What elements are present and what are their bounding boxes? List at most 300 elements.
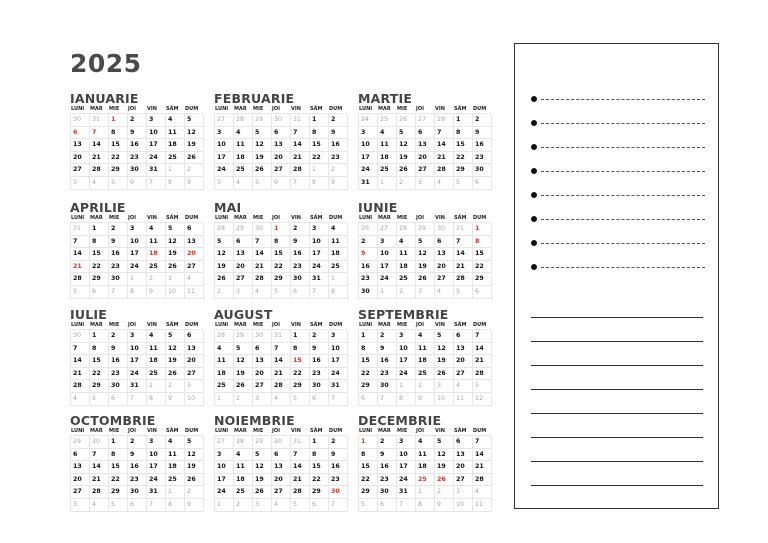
day-cell[interactable]: 26	[215, 273, 234, 286]
day-cell[interactable]: 4	[435, 286, 454, 299]
day-cell[interactable]: 5	[473, 380, 492, 393]
day-cell[interactable]: 22	[90, 261, 109, 274]
day-cell[interactable]: 15	[359, 355, 378, 368]
day-cell[interactable]: 4	[329, 223, 348, 236]
day-cell[interactable]: 28	[435, 164, 454, 177]
day-cell[interactable]: 5	[253, 127, 272, 140]
day-cell[interactable]: 7	[90, 127, 109, 140]
day-cell[interactable]: 30	[71, 330, 90, 343]
day-cell[interactable]: 2	[473, 114, 492, 127]
day-cell[interactable]: 6	[90, 286, 109, 299]
day-cell[interactable]: 5	[234, 343, 253, 356]
day-cell[interactable]: 3	[185, 380, 204, 393]
day-cell[interactable]: 30	[109, 380, 128, 393]
day-cell[interactable]: 15	[359, 461, 378, 474]
day-cell[interactable]: 5	[435, 436, 454, 449]
day-cell[interactable]: 22	[310, 152, 329, 165]
notes-panel[interactable]	[514, 43, 719, 509]
day-cell[interactable]: 29	[359, 486, 378, 499]
note-line[interactable]	[531, 317, 703, 318]
day-cell[interactable]: 8	[310, 449, 329, 462]
day-cell[interactable]: 13	[272, 139, 291, 152]
day-cell[interactable]: 24	[147, 152, 166, 165]
day-cell[interactable]: 10	[329, 343, 348, 356]
day-cell[interactable]: 23	[378, 474, 397, 487]
day-cell[interactable]: 27	[253, 380, 272, 393]
day-cell[interactable]: 3	[147, 114, 166, 127]
day-cell[interactable]: 2	[215, 286, 234, 299]
day-cell[interactable]: 13	[234, 248, 253, 261]
day-cell[interactable]: 31	[71, 223, 90, 236]
bullet-note-line[interactable]	[531, 192, 705, 200]
day-cell[interactable]: 23	[359, 273, 378, 286]
note-line[interactable]	[531, 413, 703, 414]
day-cell[interactable]: 7	[310, 286, 329, 299]
day-cell[interactable]: 28	[234, 436, 253, 449]
day-cell[interactable]: 23	[378, 368, 397, 381]
day-cell[interactable]: 7	[329, 393, 348, 406]
day-cell[interactable]: 9	[166, 393, 185, 406]
day-cell[interactable]: 19	[416, 261, 435, 274]
day-cell[interactable]: 10	[215, 461, 234, 474]
day-cell[interactable]: 28	[291, 164, 310, 177]
day-cell[interactable]: 12	[185, 449, 204, 462]
day-cell[interactable]: 5	[272, 286, 291, 299]
day-cell[interactable]: 5	[215, 236, 234, 249]
day-cell[interactable]: 27	[234, 273, 253, 286]
day-cell[interactable]: 30	[291, 273, 310, 286]
day-cell[interactable]: 9	[378, 343, 397, 356]
day-cell[interactable]: 22	[291, 368, 310, 381]
day-cell[interactable]: 25	[378, 164, 397, 177]
day-cell[interactable]: 1	[291, 330, 310, 343]
day-cell[interactable]: 18	[215, 368, 234, 381]
day-cell[interactable]: 28	[454, 273, 473, 286]
day-cell[interactable]: 11	[185, 286, 204, 299]
day-cell[interactable]: 9	[329, 449, 348, 462]
day-cell[interactable]: 3	[378, 236, 397, 249]
day-cell[interactable]: 21	[253, 261, 272, 274]
day-cell[interactable]: 19	[166, 355, 185, 368]
day-cell[interactable]: 26	[166, 261, 185, 274]
day-cell[interactable]: 2	[234, 393, 253, 406]
day-cell[interactable]: 8	[310, 127, 329, 140]
day-cell[interactable]: 7	[291, 127, 310, 140]
day-cell[interactable]: 22	[90, 368, 109, 381]
day-cell[interactable]: 10	[215, 139, 234, 152]
day-cell[interactable]: 2	[128, 114, 147, 127]
day-cell[interactable]: 19	[166, 248, 185, 261]
day-cell[interactable]: 30	[90, 436, 109, 449]
day-cell[interactable]: 11	[416, 343, 435, 356]
day-cell[interactable]: 28	[90, 486, 109, 499]
day-cell[interactable]: 13	[454, 449, 473, 462]
day-cell[interactable]: 15	[310, 461, 329, 474]
day-cell[interactable]: 1	[147, 380, 166, 393]
day-cell[interactable]: 23	[473, 152, 492, 165]
day-cell[interactable]: 26	[359, 223, 378, 236]
day-cell[interactable]: 23	[291, 261, 310, 274]
day-cell[interactable]: 8	[397, 393, 416, 406]
day-cell[interactable]: 14	[473, 449, 492, 462]
bullet-note-line[interactable]	[531, 96, 705, 104]
day-cell[interactable]: 8	[109, 449, 128, 462]
day-cell[interactable]: 22	[109, 474, 128, 487]
day-cell[interactable]: 2	[329, 114, 348, 127]
day-cell[interactable]: 17	[310, 248, 329, 261]
day-cell[interactable]: 20	[454, 461, 473, 474]
day-cell[interactable]: 16	[128, 139, 147, 152]
day-cell[interactable]: 14	[90, 139, 109, 152]
day-cell[interactable]: 31	[291, 114, 310, 127]
day-cell[interactable]: 9	[416, 393, 435, 406]
day-cell[interactable]: 1	[473, 223, 492, 236]
day-cell[interactable]: 20	[435, 261, 454, 274]
day-cell[interactable]: 30	[71, 114, 90, 127]
day-cell[interactable]: 13	[416, 139, 435, 152]
day-cell[interactable]: 24	[215, 486, 234, 499]
day-cell[interactable]: 1	[166, 486, 185, 499]
day-cell[interactable]: 29	[109, 164, 128, 177]
day-cell[interactable]: 4	[147, 223, 166, 236]
day-cell[interactable]: 6	[234, 236, 253, 249]
day-cell[interactable]: 20	[253, 368, 272, 381]
day-cell[interactable]: 28	[234, 114, 253, 127]
day-cell[interactable]: 19	[397, 152, 416, 165]
day-cell[interactable]: 25	[166, 474, 185, 487]
day-cell[interactable]: 24	[128, 368, 147, 381]
day-cell[interactable]: 14	[71, 248, 90, 261]
day-cell[interactable]: 21	[291, 474, 310, 487]
day-cell[interactable]: 24	[359, 164, 378, 177]
day-cell[interactable]: 28	[473, 474, 492, 487]
day-cell[interactable]: 4	[435, 177, 454, 190]
day-cell[interactable]: 7	[128, 393, 147, 406]
day-cell[interactable]: 5	[454, 286, 473, 299]
day-cell[interactable]: 31	[329, 380, 348, 393]
day-cell[interactable]: 1	[90, 223, 109, 236]
day-cell[interactable]: 28	[253, 273, 272, 286]
day-cell[interactable]: 16	[109, 248, 128, 261]
day-cell[interactable]: 28	[215, 223, 234, 236]
day-cell[interactable]: 29	[473, 273, 492, 286]
day-cell[interactable]: 27	[454, 368, 473, 381]
day-cell[interactable]: 25	[329, 261, 348, 274]
day-cell[interactable]: 22	[359, 474, 378, 487]
day-cell[interactable]: 24	[397, 474, 416, 487]
day-cell[interactable]: 11	[416, 449, 435, 462]
day-cell[interactable]: 8	[310, 177, 329, 190]
day-cell[interactable]: 11	[166, 449, 185, 462]
day-cell[interactable]: 25	[234, 164, 253, 177]
day-cell[interactable]: 3	[71, 499, 90, 512]
day-cell[interactable]: 8	[473, 236, 492, 249]
day-cell[interactable]: 23	[329, 152, 348, 165]
day-cell[interactable]: 18	[234, 474, 253, 487]
day-cell[interactable]: 17	[215, 152, 234, 165]
day-cell[interactable]: 11	[215, 355, 234, 368]
day-cell[interactable]: 8	[359, 449, 378, 462]
day-cell[interactable]: 21	[473, 355, 492, 368]
day-cell[interactable]: 9	[329, 177, 348, 190]
day-cell[interactable]: 2	[329, 164, 348, 177]
day-cell[interactable]: 23	[109, 368, 128, 381]
day-cell[interactable]: 28	[71, 380, 90, 393]
day-cell[interactable]: 28	[291, 486, 310, 499]
day-cell[interactable]: 13	[435, 248, 454, 261]
day-cell[interactable]: 22	[310, 474, 329, 487]
day-cell[interactable]: 1	[416, 486, 435, 499]
day-cell[interactable]: 23	[310, 368, 329, 381]
day-cell[interactable]: 7	[454, 236, 473, 249]
day-cell[interactable]: 7	[147, 499, 166, 512]
day-cell[interactable]: 30	[253, 330, 272, 343]
day-cell[interactable]: 4	[185, 273, 204, 286]
day-cell[interactable]: 31	[147, 164, 166, 177]
day-cell[interactable]: 1	[109, 114, 128, 127]
day-cell[interactable]: 6	[378, 499, 397, 512]
day-cell[interactable]: 19	[185, 461, 204, 474]
day-cell[interactable]: 22	[454, 152, 473, 165]
day-cell[interactable]: 2	[359, 236, 378, 249]
bullet-note-line[interactable]	[531, 216, 705, 224]
day-cell[interactable]: 20	[272, 474, 291, 487]
day-cell[interactable]: 7	[291, 177, 310, 190]
day-cell[interactable]: 14	[291, 461, 310, 474]
day-cell[interactable]: 13	[71, 139, 90, 152]
day-cell[interactable]: 30	[128, 164, 147, 177]
day-cell[interactable]: 25	[234, 486, 253, 499]
note-line[interactable]	[531, 389, 703, 390]
day-cell[interactable]: 7	[329, 499, 348, 512]
day-cell[interactable]: 11	[454, 393, 473, 406]
day-cell[interactable]: 8	[166, 177, 185, 190]
day-cell[interactable]: 24	[359, 114, 378, 127]
day-cell[interactable]: 12	[166, 236, 185, 249]
day-cell[interactable]: 12	[435, 343, 454, 356]
day-cell[interactable]: 16	[329, 139, 348, 152]
day-cell[interactable]: 27	[416, 164, 435, 177]
day-cell[interactable]: 10	[128, 236, 147, 249]
note-line[interactable]	[531, 365, 703, 366]
day-cell[interactable]: 5	[185, 114, 204, 127]
day-cell[interactable]: 4	[234, 127, 253, 140]
day-cell[interactable]: 9	[128, 127, 147, 140]
day-cell[interactable]: 6	[185, 330, 204, 343]
day-cell[interactable]: 11	[234, 139, 253, 152]
day-cell[interactable]: 6	[359, 393, 378, 406]
day-cell[interactable]: 13	[71, 461, 90, 474]
note-line[interactable]	[531, 437, 703, 438]
day-cell[interactable]: 11	[329, 236, 348, 249]
day-cell[interactable]: 3	[454, 486, 473, 499]
day-cell[interactable]: 6	[435, 236, 454, 249]
day-cell[interactable]: 2	[185, 164, 204, 177]
day-cell[interactable]: 2	[416, 380, 435, 393]
day-cell[interactable]: 6	[473, 177, 492, 190]
day-cell[interactable]: 4	[378, 127, 397, 140]
day-cell[interactable]: 13	[253, 355, 272, 368]
day-cell[interactable]: 2	[378, 330, 397, 343]
day-cell[interactable]: 15	[109, 461, 128, 474]
day-cell[interactable]: 6	[71, 449, 90, 462]
day-cell[interactable]: 6	[272, 449, 291, 462]
day-cell[interactable]: 4	[234, 177, 253, 190]
day-cell[interactable]: 12	[416, 248, 435, 261]
day-cell[interactable]: 29	[310, 486, 329, 499]
day-cell[interactable]: 29	[272, 273, 291, 286]
day-cell[interactable]: 8	[109, 127, 128, 140]
day-cell[interactable]: 19	[234, 368, 253, 381]
day-cell[interactable]: 3	[215, 127, 234, 140]
day-cell[interactable]: 6	[272, 177, 291, 190]
day-cell[interactable]: 22	[272, 261, 291, 274]
day-cell[interactable]: 20	[71, 474, 90, 487]
day-cell[interactable]: 6	[272, 127, 291, 140]
day-cell[interactable]: 25	[166, 152, 185, 165]
day-cell[interactable]: 15	[310, 139, 329, 152]
day-cell[interactable]: 6	[71, 127, 90, 140]
day-cell[interactable]: 3	[397, 330, 416, 343]
day-cell[interactable]: 18	[147, 355, 166, 368]
day-cell[interactable]: 2	[185, 486, 204, 499]
note-line[interactable]	[531, 341, 703, 342]
day-cell[interactable]: 30	[128, 486, 147, 499]
day-cell[interactable]: 2	[291, 223, 310, 236]
day-cell[interactable]: 9	[147, 286, 166, 299]
day-cell[interactable]: 20	[234, 261, 253, 274]
day-cell[interactable]: 5	[359, 499, 378, 512]
day-cell[interactable]: 19	[215, 261, 234, 274]
day-cell[interactable]: 5	[109, 177, 128, 190]
day-cell[interactable]: 22	[109, 152, 128, 165]
day-cell[interactable]: 31	[147, 486, 166, 499]
day-cell[interactable]: 10	[310, 236, 329, 249]
day-cell[interactable]: 29	[90, 273, 109, 286]
day-cell[interactable]: 24	[378, 273, 397, 286]
day-cell[interactable]: 5	[454, 177, 473, 190]
note-line[interactable]	[531, 485, 703, 486]
day-cell[interactable]: 20	[416, 152, 435, 165]
day-cell[interactable]: 3	[416, 286, 435, 299]
day-cell[interactable]: 5	[166, 223, 185, 236]
day-cell[interactable]: 10	[378, 248, 397, 261]
day-cell[interactable]: 6	[310, 393, 329, 406]
day-cell[interactable]: 16	[378, 461, 397, 474]
day-cell[interactable]: 9	[473, 127, 492, 140]
day-cell[interactable]: 6	[128, 499, 147, 512]
day-cell[interactable]: 9	[128, 449, 147, 462]
day-cell[interactable]: 5	[416, 236, 435, 249]
day-cell[interactable]: 26	[397, 114, 416, 127]
day-cell[interactable]: 9	[359, 248, 378, 261]
day-cell[interactable]: 29	[71, 436, 90, 449]
day-cell[interactable]: 1	[215, 393, 234, 406]
day-cell[interactable]: 5	[291, 499, 310, 512]
day-cell[interactable]: 9	[109, 236, 128, 249]
day-cell[interactable]: 13	[272, 461, 291, 474]
day-cell[interactable]: 24	[215, 164, 234, 177]
day-cell[interactable]: 4	[272, 499, 291, 512]
day-cell[interactable]: 5	[109, 499, 128, 512]
day-cell[interactable]: 16	[473, 139, 492, 152]
day-cell[interactable]: 31	[291, 436, 310, 449]
day-cell[interactable]: 6	[416, 127, 435, 140]
day-cell[interactable]: 5	[291, 393, 310, 406]
day-cell[interactable]: 18	[416, 461, 435, 474]
day-cell[interactable]: 19	[435, 461, 454, 474]
day-cell[interactable]: 18	[416, 355, 435, 368]
day-cell[interactable]: 5	[71, 286, 90, 299]
day-cell[interactable]: 10	[128, 343, 147, 356]
day-cell[interactable]: 23	[329, 474, 348, 487]
day-cell[interactable]: 3	[359, 127, 378, 140]
day-cell[interactable]: 19	[253, 474, 272, 487]
day-cell[interactable]: 26	[234, 380, 253, 393]
day-cell[interactable]: 17	[329, 355, 348, 368]
day-cell[interactable]: 14	[272, 355, 291, 368]
day-cell[interactable]: 20	[71, 152, 90, 165]
day-cell[interactable]: 31	[90, 114, 109, 127]
day-cell[interactable]: 8	[272, 236, 291, 249]
day-cell[interactable]: 29	[109, 486, 128, 499]
day-cell[interactable]: 16	[378, 355, 397, 368]
day-cell[interactable]: 4	[234, 449, 253, 462]
day-cell[interactable]: 6	[473, 286, 492, 299]
day-cell[interactable]: 7	[90, 449, 109, 462]
day-cell[interactable]: 31	[272, 330, 291, 343]
day-cell[interactable]: 9	[310, 343, 329, 356]
day-cell[interactable]: 1	[378, 286, 397, 299]
day-cell[interactable]: 1	[310, 164, 329, 177]
day-cell[interactable]: 4	[90, 177, 109, 190]
day-cell[interactable]: 6	[454, 436, 473, 449]
day-cell[interactable]: 27	[272, 164, 291, 177]
day-cell[interactable]: 27	[71, 164, 90, 177]
day-cell[interactable]: 3	[310, 223, 329, 236]
day-cell[interactable]: 30	[272, 436, 291, 449]
day-cell[interactable]: 1	[215, 499, 234, 512]
day-cell[interactable]: 17	[359, 152, 378, 165]
day-cell[interactable]: 8	[166, 499, 185, 512]
day-cell[interactable]: 4	[166, 436, 185, 449]
day-cell[interactable]: 27	[416, 114, 435, 127]
day-cell[interactable]: 24	[329, 368, 348, 381]
day-cell[interactable]: 25	[416, 474, 435, 487]
day-cell[interactable]: 29	[454, 164, 473, 177]
day-cell[interactable]: 9	[109, 343, 128, 356]
day-cell[interactable]: 13	[454, 343, 473, 356]
day-cell[interactable]: 14	[291, 139, 310, 152]
day-cell[interactable]: 9	[185, 499, 204, 512]
bullet-note-line[interactable]	[531, 120, 705, 128]
day-cell[interactable]: 7	[147, 177, 166, 190]
day-cell[interactable]: 19	[435, 355, 454, 368]
day-cell[interactable]: 28	[397, 223, 416, 236]
day-cell[interactable]: 7	[473, 330, 492, 343]
day-cell[interactable]: 25	[147, 261, 166, 274]
day-cell[interactable]: 1	[128, 273, 147, 286]
day-cell[interactable]: 17	[128, 248, 147, 261]
day-cell[interactable]: 4	[473, 486, 492, 499]
day-cell[interactable]: 1	[90, 330, 109, 343]
day-cell[interactable]: 10	[359, 139, 378, 152]
day-cell[interactable]: 29	[234, 330, 253, 343]
day-cell[interactable]: 20	[185, 355, 204, 368]
day-cell[interactable]: 25	[397, 273, 416, 286]
day-cell[interactable]: 4	[416, 436, 435, 449]
day-cell[interactable]: 2	[128, 436, 147, 449]
